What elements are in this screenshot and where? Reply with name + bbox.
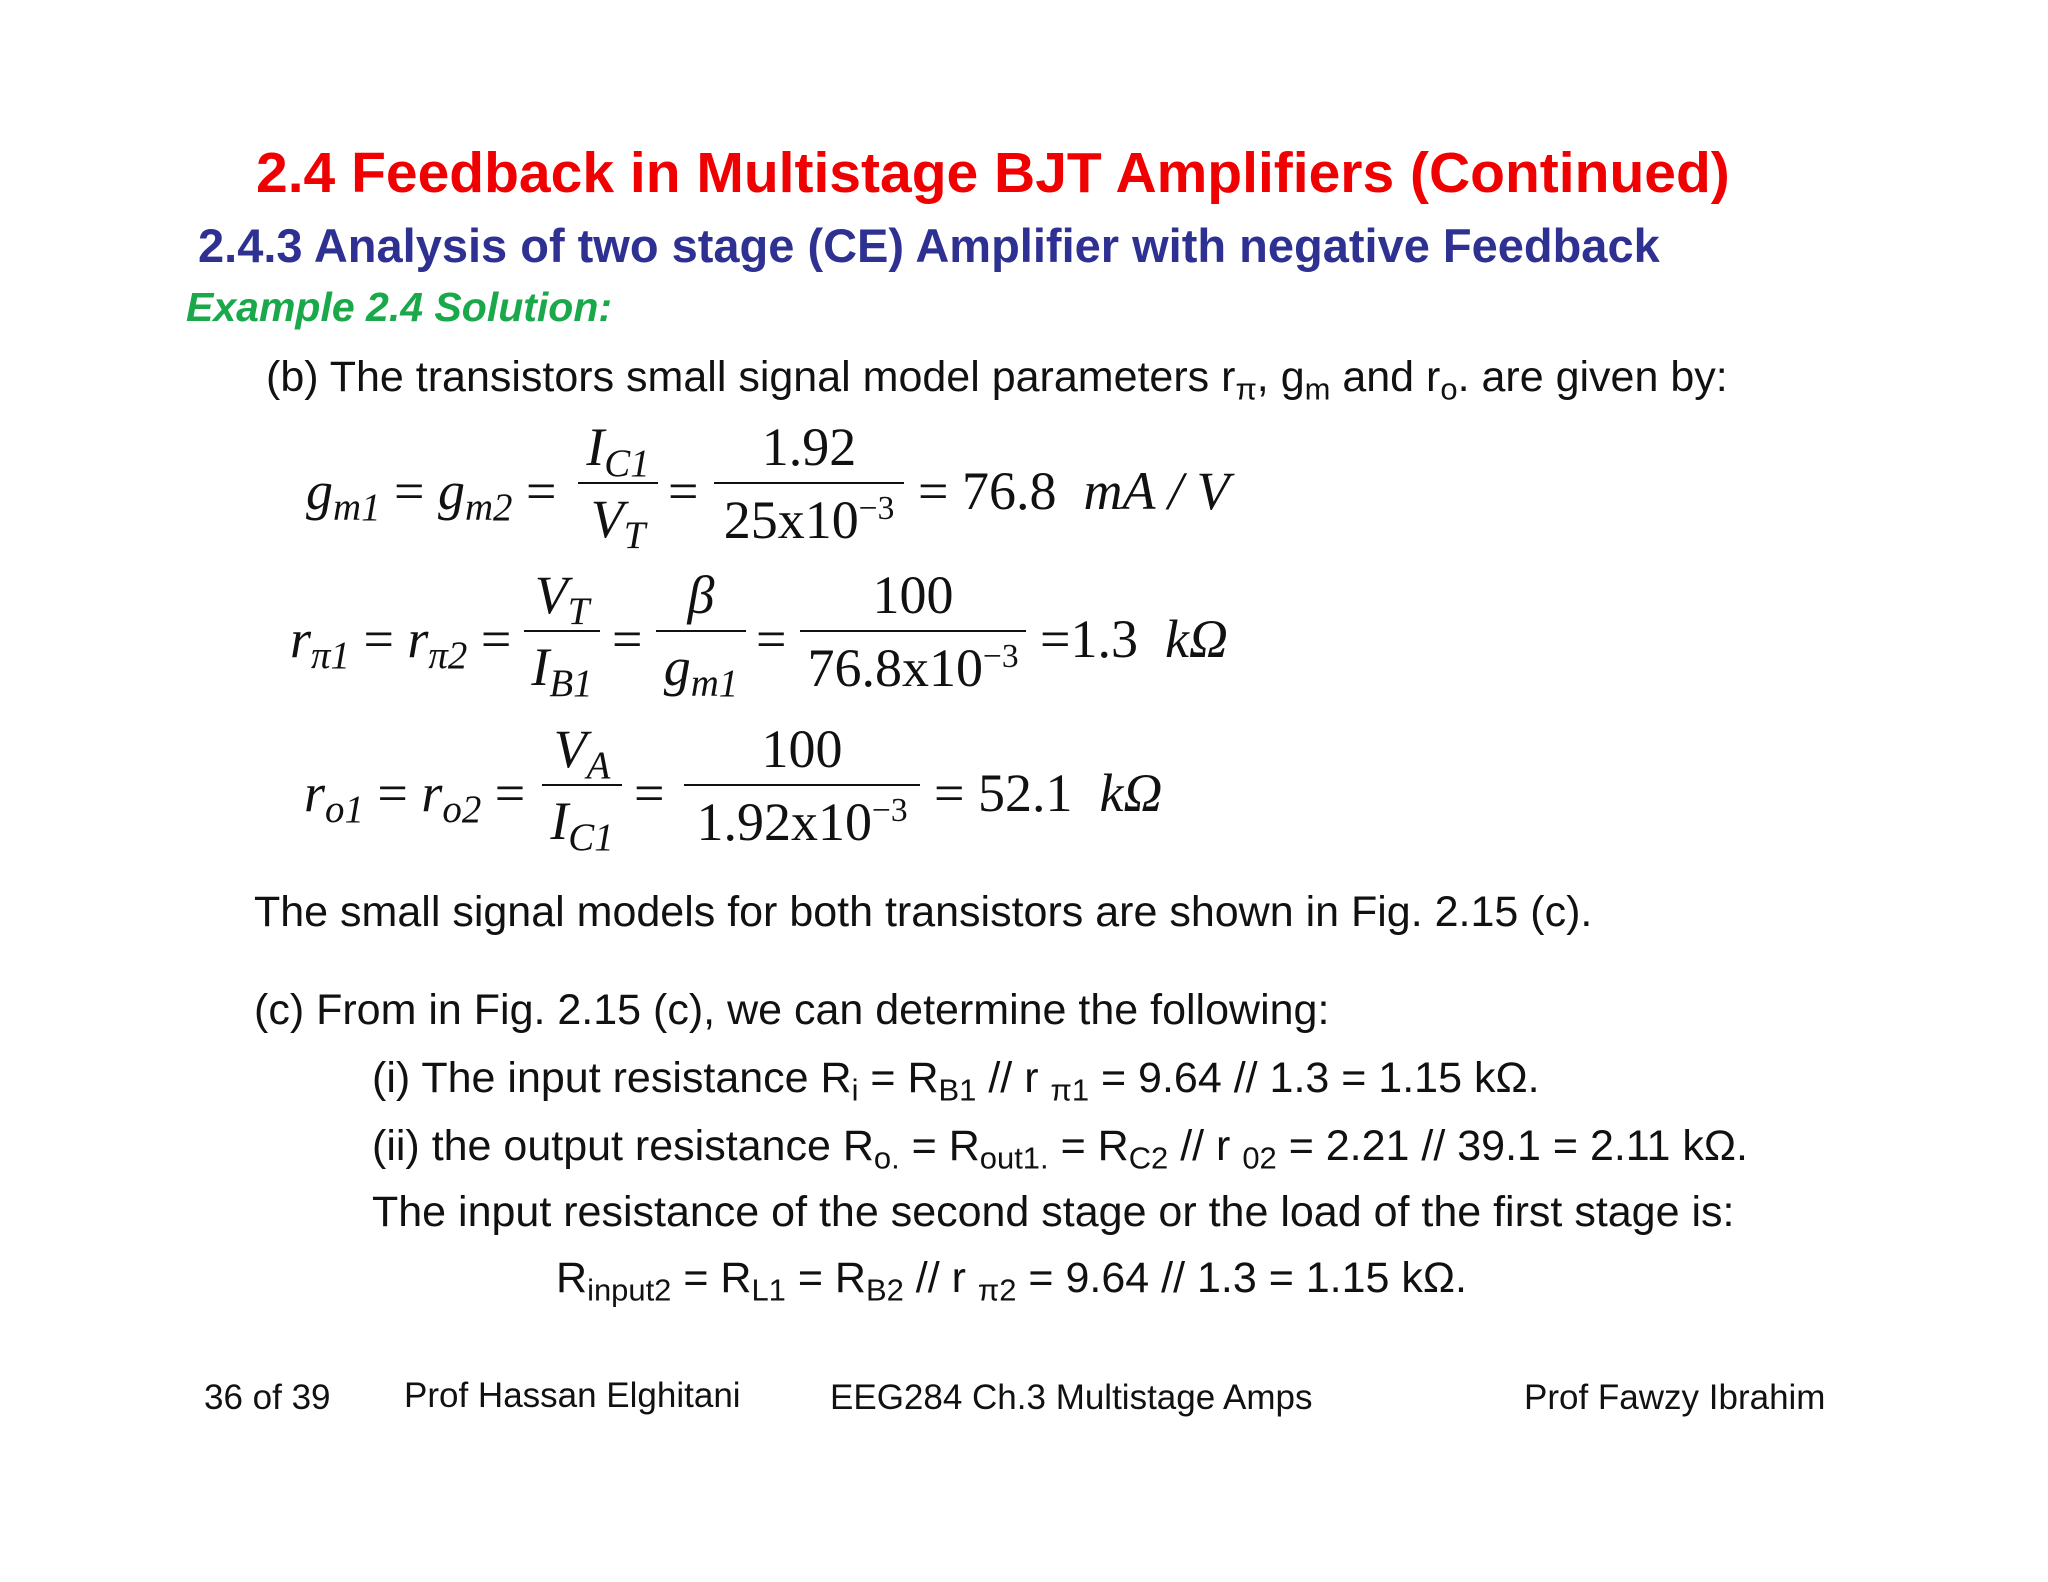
load-text: The input resistance of the second stage or the load of the first stage is: (372, 1188, 1735, 1236)
eq-ro-lhs: $r_{o1} = r_{o2}$ = (304, 763, 526, 831)
eq-rpi-frac2: β $g_{m1}$ (656, 568, 746, 694)
eq-ro-frac2: 100 $1.92x10^{-3}$ (684, 722, 920, 849)
eq-gm-lhs: $g_{m1} = g_{m2}$ = (306, 461, 557, 529)
part-c-text: (c) From in Fig. 2.15 (c), we can determine the following: (254, 986, 1330, 1034)
eq-gm-frac1: $I_{C1}$ $V_T$ (578, 420, 658, 546)
eq-gm-result: = 76.8 mA / V (918, 461, 1230, 521)
eq-rpi-lhs: $r_{\pi 1} = r_{\pi 2}$ = (290, 609, 512, 677)
eq-rpi-eq3: = (756, 609, 787, 669)
eq-rpi-frac1: $V_T$ $I_{B1}$ (524, 568, 600, 694)
item-ii-output-resistance: (ii) the output resistance $R_{o.} = R_{out1.} = R_{C2} // r$ $_{02}$ = 2.21 // 39.1 = 2.11 kΩ. (372, 1122, 1748, 1176)
footer-author-right: Prof Fawzy Ibrahim (1524, 1378, 1826, 1417)
eq-ro-eq2: = (634, 763, 665, 823)
slide-title: 2.4 Feedback in Multistage BJT Amplifiers (Continued) (256, 141, 1730, 205)
section-subtitle: 2.4.3 Analysis of two stage (CE) Amplifier with negative Feedback (198, 219, 1660, 272)
eq-rpi-frac3: 100 $76.8x10^{-3}$ (800, 568, 1026, 695)
example-heading: Example 2.4 Solution: (186, 284, 613, 330)
eq-ro-frac1: $V_A$ $I_{C1}$ (542, 722, 622, 848)
eq-gm-frac2: 1.92 $25x10^{-3}$ (714, 420, 904, 547)
eq-gm-eq2: = (668, 461, 699, 521)
page-number: 36 of 39 (204, 1378, 331, 1417)
models-note: The small signal models for both transistors are shown in Fig. 2.15 (c). (254, 888, 1593, 936)
footer-course: EEG284 Ch.3 Multistage Amps (830, 1378, 1313, 1417)
part-b-text: (b) The transistors small signal model parameters $r_\pi$, $g_m$ and $r_o$. are given by: (266, 353, 1728, 407)
item-i-input-resistance: (i) The input resistance $R_i = R_{B1} // r$ $_{\pi 1}$ = 9.64 // 1.3 = 1.15 kΩ. (372, 1054, 1540, 1108)
eq-rpi-result: =1.3 kΩ (1040, 609, 1228, 669)
eq-ro-result: = 52.1 kΩ (934, 763, 1163, 823)
eq-rpi-eq2: = (612, 609, 643, 669)
load-equation: $R_{input2} = R_{L1} = R_{B2} // r$ $_{\pi 2}$ = 9.64 // 1.3 = 1.15 kΩ. (556, 1254, 1467, 1308)
footer-author-left: Prof Hassan Elghitani (404, 1376, 741, 1415)
